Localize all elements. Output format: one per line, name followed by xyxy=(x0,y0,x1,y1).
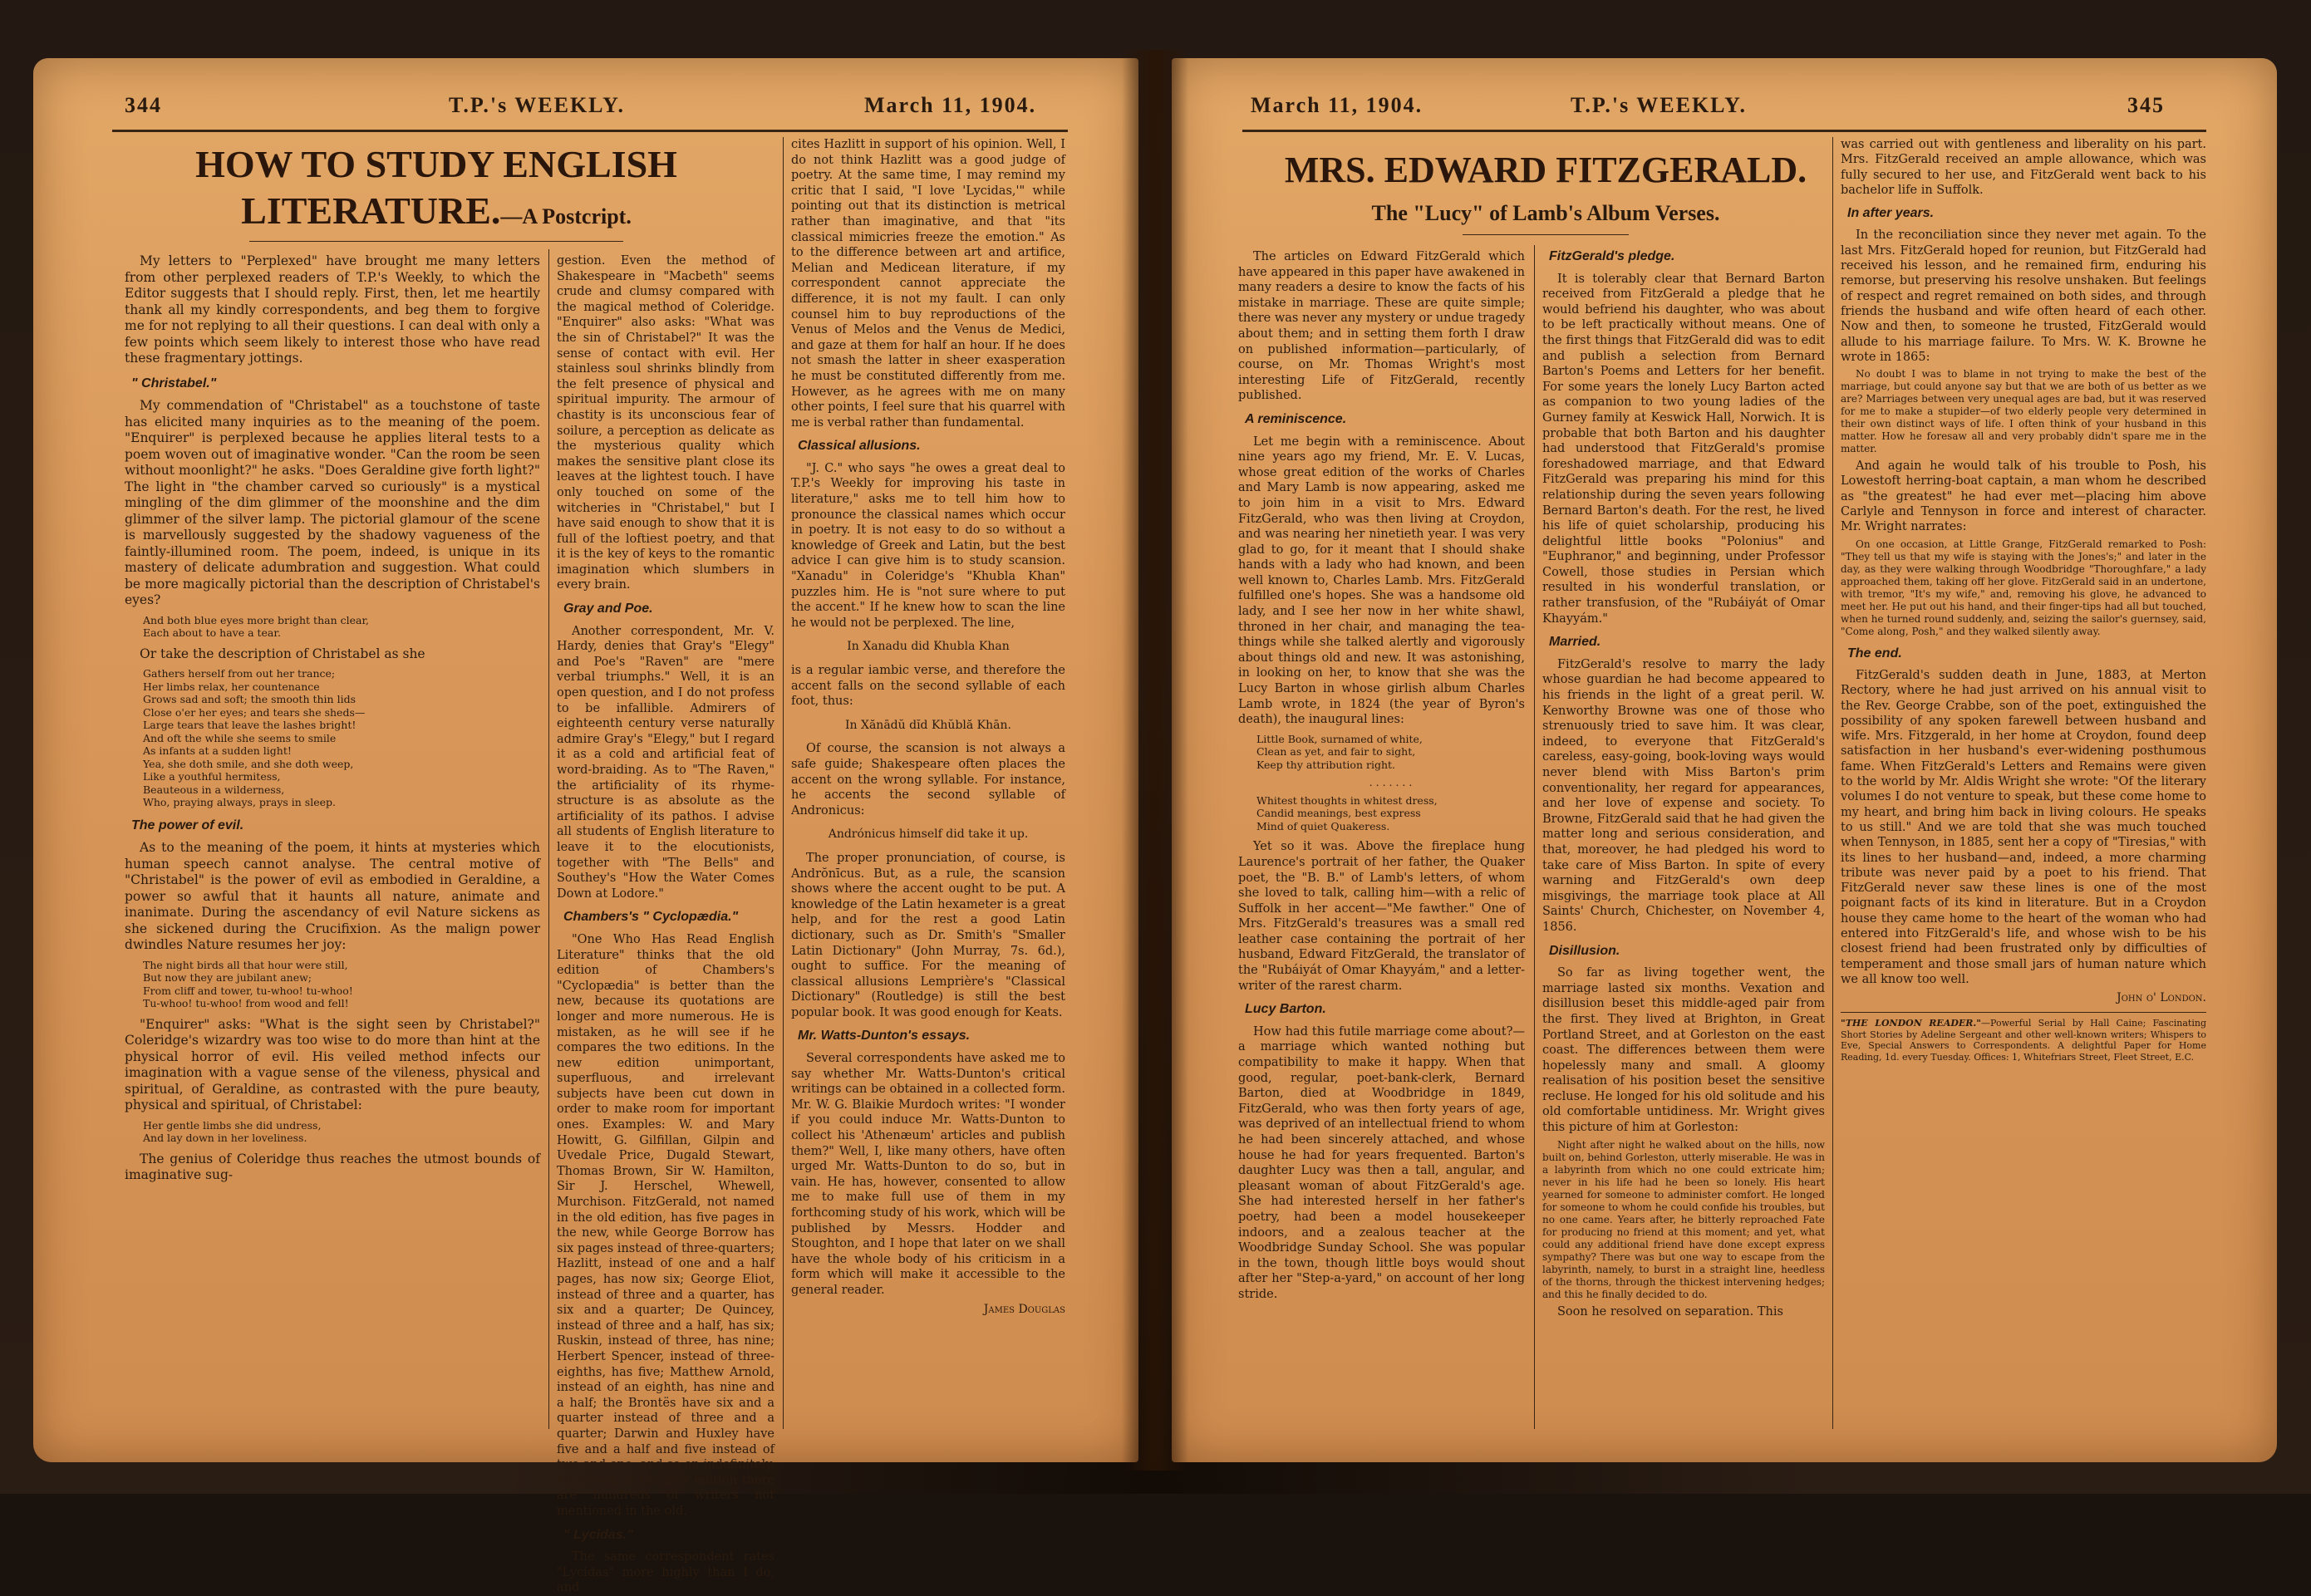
verse-quote xyxy=(143,959,540,1010)
verse-quote xyxy=(1256,733,1525,833)
verse-line: Candid meanings, best express xyxy=(1256,807,1421,820)
right-page xyxy=(1172,58,2277,1462)
issue-date: March 11, 1904. xyxy=(1251,93,1423,117)
paragraph: is a regular iambic verse, and therefore the accent falls on the second syllable of each foot, thus: xyxy=(791,664,1065,709)
verse-line: Yea, she doth smile, and she doth weep, xyxy=(143,757,354,770)
verse-line: Clean as yet, and fair to sight, xyxy=(1256,745,1416,759)
verse-line: Keep thy attribution right. xyxy=(1256,758,1395,771)
verse-line: But now they are jubilant anew; xyxy=(143,971,312,984)
section-heading: Disillusion. xyxy=(1549,943,1620,958)
verse-line: Like a youthful hermitess, xyxy=(143,770,281,783)
advertisement-text: —Powerful Serial by Hall Caine; Fascinating Short Stories by Adeline Sergeant and other well-known writers; Whispers to Eve, Special Answers to Correspondents. A delightful Paper for Home Reading, 1d. every Tuesday. Offices: 1, Whitefriars Street, Fleet Street, E.C. xyxy=(1841,1018,2206,1063)
book-gutter xyxy=(1122,50,1188,1471)
title-rule xyxy=(249,241,623,242)
paragraph: As to the meaning of the poem, it hints at mysteries which human speech cannot analyse. The central motive of "Christabel" is the power of evil as embodied in Geraldine, a power so awful that it haunts all nature, animate and inanimate. During the ascendancy of evil Nature sickens as she sickened during the Crucifixion. As the malign power dwindles Nature resumes her joy: xyxy=(125,840,540,952)
column-2 xyxy=(557,253,774,1595)
verse-line: Her gentle limbs she did undress, xyxy=(143,1118,322,1132)
verse-line: Whitest thoughts in whitest dress, xyxy=(1256,793,1438,807)
verse-quote xyxy=(143,1119,540,1145)
article-subtitle: The "Lucy" of Lamb's Album Verses. xyxy=(1371,201,1720,225)
page-number: 344 xyxy=(125,93,162,117)
ellipsis-dots: . . . . . . . xyxy=(1369,776,1413,789)
advertisement-heading: "THE LONDON READER." xyxy=(1841,1018,1981,1029)
left-page xyxy=(33,58,1138,1595)
paragraph: Let me begin with a reminiscence. About nine years ago my friend, Mr. E. V. Lucas, whose great edition of the works of Charles and Mary Lamb is now appearing, asked me to join him in a visit to Mrs. Edward FitzGerald, who was then living at Croydon, and was nearing her ninetieth year. I was very glad to go, for it meant that I should shake hands with a lady who had known, and been well known to, Charles Lamb. Mrs. FitzGerald fulfilled one's hopes. She was a handsome old lady, and I see her now in her white shawl, throned in her chair, and managing the tea-things while she talked alertly and vigorously about things old and new. It was astonishing, in looking on her, to know that she was the Lucy Barton in whose girlish album Charles Lamb wrote, in 1824 (the year of Byron's death), the inaugural lines: xyxy=(1238,435,1525,727)
paragraph: The same correspondent rates "Lycidas" more highly than I do, and xyxy=(557,1550,774,1595)
article-title: MRS. EDWARD FITZGERALD. xyxy=(1284,150,1807,190)
section-heading: Gray and Poe. xyxy=(563,602,653,616)
title-rule xyxy=(1463,234,1629,235)
header-rule xyxy=(1242,130,2206,132)
column-1 xyxy=(1238,249,1525,1446)
column-1 xyxy=(125,253,540,1450)
verse-quote xyxy=(143,667,540,809)
verse-line: Each about to have a tear. xyxy=(143,626,281,639)
section-heading: Mr. Watts-Dunton's essays. xyxy=(798,1029,971,1044)
paragraph: My commendation of "Christabel" as a touchstone of taste has elicited many inquiries as to the meaning of the poem. "Enquirer" is perplexed because he applies literal tests to a poem woven out of imaginative wonder. "Can the room be seen without moonlight?" he asks. "Does Geraldine give forth light?" The light in "the chamber carved so curiously" is a mystical mingling of the dim glimmer of the moonshine and the dim glimmer of the silver lamp. The pictorial glamour of the scene is marvellously suggested by the shadowy vagueness of the faintly-illumined room. The poem, indeed, is unique in its mastery of delicate adumbration and suggestion. What could be more magically pictorial than the description of Christabel's eyes? xyxy=(125,398,540,607)
verse-line: Close o'er her eyes; and tears she sheds— xyxy=(143,705,366,719)
block-quote: No doubt I was to blame in not trying to make the best of the marriage, but could anyone say but that we are both of us better as we are? Marriages between very unequal ages are bad, but it was reserved for me to make a stupider—of two elderly people very determined in their own distinct ways of life. I often think of your husband in this matter. How he foresaw all and very probably didn't spare me in the matter. xyxy=(1841,368,2206,455)
paragraph: And again he would talk of his trouble to Posh, his Lowestoft herring-boat captain, a man whom he described as "the greatest" he had ever met—placing him above Carlyle and Tennyson in force and interest of character. Mr. Wright narrates: xyxy=(1841,459,2206,534)
paragraph: Several correspondents have asked me to say whether Mr. Watts-Dunton's critical writings can be obtained in a collected form. Mr. W. G. Blaikie Murdoch writes: "I wonder if you could induce Mr. Watts-Dunton to collect his 'Athenæum' articles and publish them?" Well, I, like many others, have often urged Mr. Watts-Dunton to do so, but in vain. He has, however, consented to allow me to make full use of them in my forthcoming study of his work, which will be published by Messrs. Hodder and Stoughton, and I hope that later on we shall have the whole body of his criticism in a form which will make it accessible to the general reader. xyxy=(791,1052,1065,1297)
paragraph: The proper pronunciation, of course, is Andrŏnīcus. But, as a rule, the scansion shows where the accent ought to be put. A knowledge of the Latin hexameter is a great help, and for the rest a good Latin dictionary, such as Dr. Smith's "Smaller Latin Dictionary" (John Murray, 7s. 6d.), ought to suffice. For the meaning of classical allusions Lemprière's "Classical Dictionary" (Routledge) is still the best popular book. It was good enough for Keats. xyxy=(791,851,1065,1019)
running-title: T.P.'s WEEKLY. xyxy=(449,93,626,117)
paragraph: cites Hazlitt in support of his opinion. Well, I do not think Hazlitt was a good judge of poetry. At the same time, I may remind my critic that I said, "I love 'Lycidas,'" while pointing out that its distinction is metrical rather than imaginative, and that "its classical mimicries freeze the emotion." As to the difference between art and artifice, Melian and Medicean literature, if my correspondent cannot appreciate the difference, it is not my fault. I can only counsel him to buy reproductions of the Venus of Melos and the Venus de Medici, and gaze at them for half an hour. If he does not smash the latter in sheer exasperation he must be constituted differently from me. However, as he agrees with me on many other points, I feel sure that his quarrel with me is verbal rather than fundamental. xyxy=(791,138,1065,430)
paragraph: Or take the description of Christabel as she xyxy=(140,646,425,661)
verse-line: And oft the while she seems to smile xyxy=(143,731,337,744)
section-heading: The end. xyxy=(1847,646,1902,660)
header-rule xyxy=(112,130,1068,132)
paragraph: So far as living together went, the marriage lasted six months. Vexation and disillusion beset this middle-aged pair from the first. They lived at Brighton, in Great Portland Street, and at Gorleston on the east coast. The differences between them were hopelessly many and small. A gloomy realisation of his position beset the sensitive recluse. He longed for his old solitude and his old comfortable untidiness. Mr. Wright gives this picture of him at Gorleston: xyxy=(1542,966,1825,1135)
paragraph: FitzGerald's resolve to marry the lady whose guardian he had become appeared to his friends in the light of a great peril. W. Kenworthy Browne was one of those who strenuously tried to save him. It was clear, indeed, to everyone that FitzGerald's careless, easy-going, book-loving ways would never blend with Miss Barton's prim conventionality, her regard for appearances, and her love of expense and society. To Browne, FitzGerald said that he had given the matter long and serious consideration, and that, moreover, he had pledged his word to take care of Miss Barton. In spite of every warning and FitzGerald's own deep misgivings, the marriage took place at All Saints' Church, Chichester, on November 4, 1856. xyxy=(1542,657,1825,934)
section-heading: Married. xyxy=(1549,635,1601,650)
issue-date: March 11, 1904. xyxy=(864,93,1037,117)
verse-line: Little Book, surnamed of white, xyxy=(1256,732,1423,745)
paragraph: Another correspondent, Mr. V. Hardy, denies that Gray's "Elegy" and Poe's "Raven" are "mere verbal triumphs." Well, it is an open question, and I do not profess to be infallible. Admirers of eighteenth century verse naturally admire Gray's "Elegy," but I regard it as a cold and artificial feat of word-braiding. As to "The Raven," the artificiality of its rhyme-structure is as absolute as the artificiality of its pathos. I advise all students of English literature to leave it to the elocutionists, together with "The Bells" and Southey's "How the Water Comes Down at Lodore." xyxy=(557,624,774,901)
section-heading: Classical allusions. xyxy=(798,439,921,454)
verse-line: From cliff and tower, tu-whoo! tu-whoo! xyxy=(143,984,353,997)
paragraph: FitzGerald's sudden death in June, 1883, at Merton Rectory, where he had just arrived on his annual visit to the Rev. George Crabbe, son of the poet, extinguished the possibility of any spoken farewell between husband and wife. Mrs. Fitzgerald, in her home at Croydon, found deep satisfaction in her husband's ever-widening posthumous fame. When FitzGerald's Letters and Remains were given to the world by Mr. Aldis Wright she wrote: "Of the literary volumes I do not venture to speak, but these come home to my heart, and bring him back in living colours. He speaks to us still." And we are told that she was much touched when Tennyson, in 1885, sent her a copy of "Tiresias," with its lines to her husband—and, indeed, a more charming tribute was never paid by a poet to his friend. That FitzGerald never saw these lines is one of the most poignant facts of its kind in literature. But in a Croydon house they came home to the heart of the woman who had entered into FitzGerald's life, and whose wish to be his closest friend had been frustrated only by difficulties of temperament and those small jars of human nature which we all know too well. xyxy=(1841,668,2206,986)
paragraph: How had this futile marriage come about?—a marriage which wanted nothing but compatibility to make it happy. When that good, regular, poet-bank-clerk, Bernard Barton, died at Woodbridge in 1849, FitzGerald, who was then forty years of age, was deprived of an intellectual friend to whom he had been sincerely attached, and whose house he had for years frequented. Barton's daughter Lucy was then a tall, angular, and pleasant woman of about FitzGerald's age. She had interested herself in her father's poetry, had been a model housekeeper indoors, and a zealous teacher at the Woodbridge Sunday School. She was popular in the town, though little boys would shout after her "Step-a-yard," on account of her long stride. xyxy=(1238,1024,1525,1301)
paragraph: The articles on Edward FitzGerald which have appeared in this paper have awakened in many readers a desire to know the facts of his mistake in marriage. These are quite simple; there was never any mystery or undue tragedy about them; and in setting them forth I draw on published information—particularly, of course, on Mr. Thomas Wright's most interesting Life of FitzGerald, recently published. xyxy=(1238,250,1526,403)
paragraph: "One Who Has Read English Literature" thinks that the old edition of Chambers's "Cyclopædia" is better than the new, because its quotations are longer and more numerous. He is mistaken, as he will see if he compares the two editions. In the new edition unimportant, superfluous, and irrelevant subjects have been cut down in order to make room for important ones. Examples: W. and Mary Howitt, G. Gilfillan, Gilpin and Uvedale Price, Dugald Stewart, Thomas Brown, Sir W. Hamilton, Sir J. Herschel, Whewell, Murchison. FitzGerald, not named in the old edition, has five pages in the new, while George Borrow has six pages instead of three-quarters; Hazlitt, instead of one and a half pages, has now six; George Eliot, instead of three and a quarter, has six and a quarter; De Quincey, instead of three and a half, has six; Ruskin, instead of three, has nine; Herbert Spencer, instead of three-eighths, has five; Matthew Arnold, instead of an eighth, has nine and a half; the Brontës have six and a quarter instead of three and a quarter; Darwin and Huxley have five and a half and five instead of two and one; and so on indefinitely. Moreover, in the new edition there are hundreds of writers not mentioned in the old. xyxy=(557,932,774,1518)
article-title-line1: HOW TO STUDY ENGLISH xyxy=(195,143,677,185)
page-number: 345 xyxy=(2127,93,2165,117)
author-signature: James Douglas xyxy=(983,1302,1065,1316)
column-3 xyxy=(1841,137,2206,1450)
paragraph: was carried out with gentleness and liberality on his part. Mrs. FitzGerald received an ample allowance, which was fully secured to her use, and FitzGerald went back to his bachelor life in Suffolk. xyxy=(1841,138,2206,197)
section-heading: " Lycidas." xyxy=(563,1527,633,1542)
quoted-line: In Xanadu did Khubla Khan xyxy=(847,640,1010,654)
verse-line: And lay down in her loveliness. xyxy=(143,1132,307,1144)
verse-line: Who, praying always, prays in sleep. xyxy=(143,796,336,808)
column-rule xyxy=(783,137,784,1429)
verse-quote xyxy=(143,614,540,640)
running-title: T.P.'s WEEKLY. xyxy=(1571,93,1748,117)
verse-line: Beauteous in a wilderness, xyxy=(143,783,285,796)
paragraph: In the reconciliation since they never met again. To the last Mrs. FitzGerald hoped for reunion, but FitzGerald had received his lesson, and he remained firm, enduring his remorse, but preserving his resolve unshaken. But feelings of respect and regret remained on both sides, and through friends the husband and wife often heard of each other. Now and then, to someone he trusted, FitzGerald would allude to his marriage failure. To Mrs. W. K. Browne he wrote in 1865: xyxy=(1841,228,2206,364)
block-quote: Night after night he walked about on the hills, now built on, behind Gorleston, utterly miserable. He was in a labyrinth from which no one could extricate him; never in his life had he been so lonely. His heart yearned for someone to administer comfort. He longed for someone to whom he could confide his troubles, but no one came. Years after, he bitterly reproached Fate for producing no friend at this moment; and yet, what could any additional friend have done except express sympathy? There was but one way to escape from the labyrinth, namely, to burst in a straight line, heedless of the thorns, through the thickest intervening hedges; and this he finally decided to do. xyxy=(1542,1138,1825,1300)
column-rule xyxy=(1534,245,1535,1429)
section-heading: Chambers's " Cyclopædia." xyxy=(563,910,739,925)
verse-line: The night birds all that hour were still, xyxy=(143,958,348,971)
article-title-line2: LITERATURE. xyxy=(241,189,501,232)
verse-line: Mind of quiet Quakeress. xyxy=(1256,819,1390,832)
column-rule xyxy=(548,249,549,1429)
section-heading: A reminiscence. xyxy=(1245,411,1347,426)
paragraph: Yet so it was. Above the fireplace hung Laurence's portrait of her father, the Quaker poet, the "B. B." of Lamb's letters, of whom she loved to talk, calling him—with a relic of Suffolk in her accent—"Me fawther." One of Mrs. FitzGerald's treasures was a small red leather case containing the portrait of her husband, Edward FitzGerald, the translator of the "Rubáiyát of Omar Khayyám," and a letter-writer of the rarest charm. xyxy=(1238,840,1525,993)
verse-line: Gathers herself from out her trance; xyxy=(143,667,336,680)
paragraph: gestion. Even the method of Shakespeare in "Macbeth" seems crude and clumsy compared with the magical method of Coleridge. "Enquirer" also asks: "What was the sin of Christabel?" It was the sense of contact with evil. Her stainless soul shrinks blindly from the felt presence of physical and spiritual impurity. The armour of chastity is its unconscious fear of soilure, a perception as delicate as the mysterious quality which makes the sensitive plant close its leaves at the lightest touch. I have only touched on some of the witcheries in "Christabel," but I have said enough to show that it is full of the loftiest poetry, and that it is the key of keys to the romantic imagination which slumbers in every brain. xyxy=(557,254,774,592)
advertisement xyxy=(1841,1012,2206,1063)
paragraph: The genius of Coleridge thus reaches the utmost bounds of imaginative sug- xyxy=(125,1151,540,1182)
column-3 xyxy=(791,137,1065,1450)
article-subtitle: —A Postcript. xyxy=(500,204,632,228)
column-2 xyxy=(1542,249,1825,1446)
section-heading: The power of evil. xyxy=(131,818,244,832)
column-rule xyxy=(1832,137,1833,1429)
verse-line: As infants at a sudden light! xyxy=(143,744,292,757)
verse-line: Her limbs relax, her countenance xyxy=(143,680,320,693)
quoted-line: Andrónicus himself did take it up. xyxy=(828,827,1029,842)
author-signature: John o' London. xyxy=(2117,991,2206,1005)
paragraph: Of course, the scansion is not always a safe guide; Shakespeare often places the accent on the wrong syllable. For instance, he accents the second syllable of Andronicus: xyxy=(791,742,1065,818)
quoted-line: In Xănādŭ dĭd Khŭblă Khān. xyxy=(845,718,1011,732)
section-heading: FitzGerald's pledge. xyxy=(1549,249,1675,263)
block-quote: On one occasion, at Little Grange, FitzGerald remarked to Posh: "They tell us that my wife is staying with the Jones's;" and later in the day, as they were walking through Woodbridge "Thoroughfare," a lady approached them, taking off her glove. FitzGerald said in an undertone, with tremor, "It's my wife," and, removing his glove, he advanced to meet her. He put out his hand, and their finger-tips had all but touched, when he turned round suddenly, and, seizing the sailor's guernsey, said, "Come along, Posh," and they walked silently away. xyxy=(1841,538,2206,637)
paragraph: Soon he resolved on separation. This xyxy=(1557,1304,1783,1319)
verse-line: Large tears that leave the lashes bright! xyxy=(143,719,356,731)
verse-line: Tu-whoo! tu-whoo! from wood and fell! xyxy=(143,997,349,1009)
paragraph: "Enquirer" asks: "What is the sight seen by Christabel?" Coleridge's wizardry was too wise to do more than hint at the physical horror of evil. His veiled method infects our imagination with a vague sense of the vileness, physical and spiritual, of Geraldine, as contrasted with the pure beauty, physical and spiritual, of Christabel: xyxy=(125,1016,540,1112)
article-title xyxy=(116,141,756,240)
section-heading: " Christabel." xyxy=(131,376,217,390)
verse-line: And both blue eyes more bright than clear, xyxy=(143,613,370,626)
paragraph: "J. C." who says "he owes a great deal to T.P.'s Weekly for improving his taste in literature," asks me to tell him how to pronounce the classical names which occur in poetry. It is not easy to do so without a knowledge of Greek and Latin, but the best advice I can give him is to study scansion. "Xanadu" in Coleridge's "Khubla Khan" puzzles him. He is "not sure where to put the accent." If he knew how to scan the line he would not be perplexed. The line, xyxy=(791,461,1065,630)
section-heading: In after years. xyxy=(1847,206,1935,221)
section-heading: Lucy Barton. xyxy=(1245,1002,1326,1017)
paragraph: It is tolerably clear that Bernard Barton received from FitzGerald a pledge that he would befriend his daughter, who was about to be left practically without means. One of the first things that FitzGerald did was to edit and publish a selection from Bernard Barton's Poems and Letters for her benefit. For some years the lonely Lucy Barton acted as companion to two young ladies of the Gurney family at Keswick Hall, Norwich. It is probable that both Barton and his daughter had understood that FitzGerald's promise foreshadowed marriage, and that Edward FitzGerald was preparing his mind for this relationship during the seven years following Bernard Barton's death. For the rest, he lived his life of quiet scholarship, producing his delightful little books "Polonius" and "Euphranor," and beginning, under Professor Cowell, those studies in Persian which resulted in his wonderful translation, or rather transfusion, of the "Rubáiyát of Omar Khayyám." xyxy=(1542,272,1825,626)
verse-line: Grows sad and soft; the smooth thin lids xyxy=(143,693,356,705)
paragraph: My letters to "Perplexed" have brought me many letters from other perplexed readers of T.P.'s Weekly, to which the Editor suggests that I should reply. First, then, let me heartily thank all my kindly correspondents, and beg them to forgive me for not replying to all their questions. I can deal with only a few points which seem likely to interest those who have read these fragmentary jottings. xyxy=(125,253,540,366)
